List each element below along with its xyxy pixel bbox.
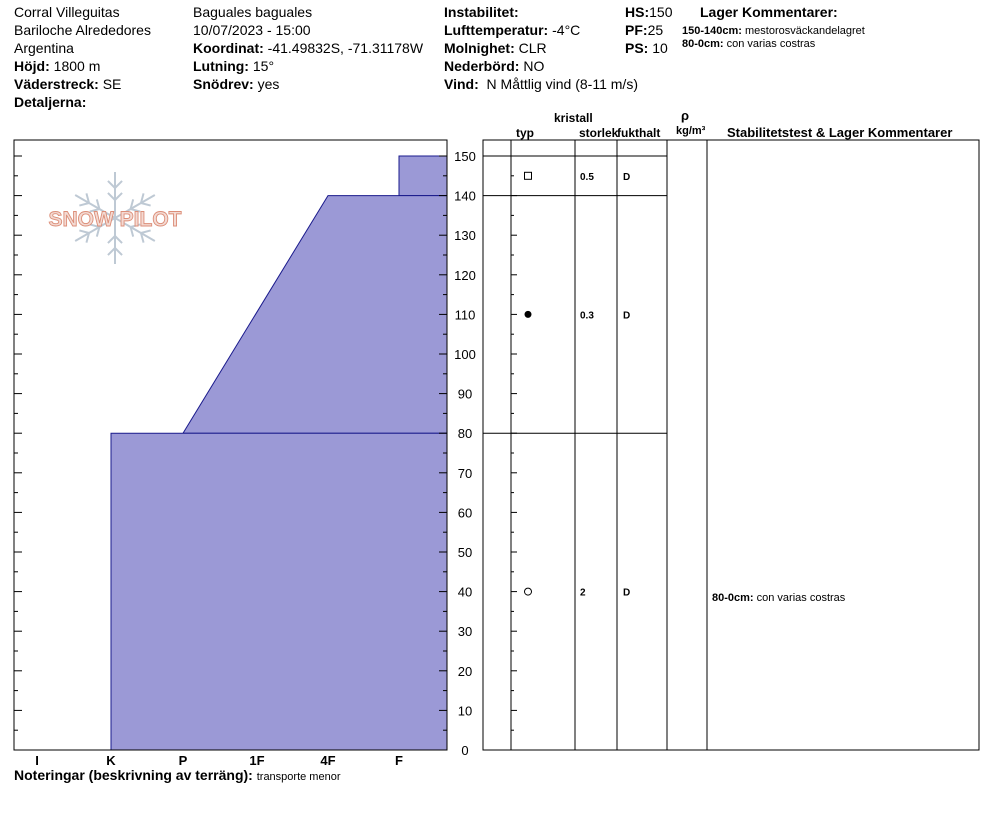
aspect-label: Väderstreck:	[14, 76, 99, 92]
moisture-label: D	[623, 171, 631, 183]
depth-label: 10	[457, 703, 473, 719]
depth-label: 100	[454, 347, 476, 362]
crystal-size-label: 2	[580, 587, 586, 599]
crystal-size-label: 0.5	[580, 171, 594, 183]
terrain-notes-label: Noteringar (beskrivning av terräng):	[14, 767, 253, 783]
hardness-layer-2	[111, 433, 447, 750]
foot-penetration-label: PF:	[625, 22, 648, 38]
air-temp-value: -4°C	[552, 22, 581, 38]
depth-label: 70	[457, 465, 473, 481]
moisture-label: D	[623, 310, 631, 322]
stability-comment	[712, 592, 845, 604]
foot-penetration-value: 25	[647, 22, 664, 38]
ski-penetration-label: PS:	[625, 40, 649, 56]
snowflake-branch	[141, 203, 151, 206]
snow-height-value: 150	[649, 4, 673, 20]
instability-label: Instabilitet:	[444, 4, 519, 20]
hardness-layer-0	[399, 156, 447, 196]
wind-loading-label: Snödrev:	[193, 76, 254, 92]
depth-label: 50	[457, 545, 473, 560]
elevation-value: 1800 m	[53, 58, 101, 74]
depth-label: 0	[461, 743, 469, 758]
coordinates-label: Koordinat:	[193, 40, 264, 56]
sky-cover-label: Molnighet:	[444, 40, 515, 56]
crystal-faceted-icon	[525, 172, 532, 179]
col-size-header: storlek	[579, 126, 619, 140]
depth-label: 60	[457, 505, 473, 521]
layer-table-frame	[483, 140, 979, 750]
slope-value: 15°	[252, 58, 275, 74]
datetime: 10/07/2023 - 15:00	[193, 22, 311, 38]
layer-comment-1-range: 150-140cm:	[682, 25, 742, 37]
snowflake-branch	[108, 181, 115, 188]
snowflake-branch	[79, 203, 89, 206]
layer-comment-2-text: con varias costras	[726, 38, 816, 50]
moisture-label: D	[623, 587, 631, 599]
terrain-notes	[14, 767, 340, 783]
snowflake-branch	[115, 193, 122, 200]
depth-label: 40	[457, 584, 473, 600]
depth-label: 30	[457, 624, 473, 640]
hardness-label: F	[395, 753, 403, 768]
depth-label: 80	[457, 426, 473, 442]
snowpilot-logo	[49, 172, 182, 264]
layer-comment-2-range: 80-0cm:	[682, 38, 724, 50]
stability-comment-range: 80-0cm:	[712, 592, 754, 604]
snow-height-label: HS:	[625, 4, 650, 20]
snowflake-branch	[108, 193, 115, 200]
wind-value: N Måttlig vind (8-11 m/s)	[486, 76, 638, 92]
coordinates-value: -41.49832S, -71.31178W	[267, 40, 424, 56]
depth-label: 150	[454, 149, 476, 164]
hardness-label: K	[106, 753, 116, 768]
aspect-value: SE	[102, 76, 122, 92]
stability-comment-text: con varias costras	[756, 592, 846, 604]
slope-label: Lutning:	[193, 58, 249, 74]
snowflake-branch	[115, 248, 122, 255]
snowflake-branch	[108, 236, 115, 243]
col-moisture-header: fukthalt	[617, 126, 661, 140]
crystal-melt-icon	[525, 588, 532, 595]
col-type-header: typ	[516, 126, 534, 140]
site-name: Baguales baguales	[193, 4, 313, 20]
crystal-size-label: 0.3	[580, 310, 594, 322]
hardness-label: P	[178, 753, 188, 768]
col-crystal-header: kristall	[554, 111, 593, 125]
ski-penetration-value: 10	[652, 40, 668, 56]
hardness-layer-1	[183, 196, 447, 434]
logo-text: SNOW PILOT	[48, 208, 182, 231]
air-temp-label: Lufttemperatur:	[444, 22, 549, 38]
snowflake-branch	[115, 236, 122, 243]
col-density-symbol: ρ	[681, 108, 690, 123]
crystal-rounded-icon	[525, 311, 532, 318]
depth-label: 90	[457, 386, 473, 402]
col-stability-header: Stabilitetstest & Lager Kommentarer	[727, 125, 953, 140]
precipitation-value: NO	[523, 58, 545, 74]
wind-label: Vind:	[444, 76, 479, 92]
depth-label: 110	[454, 307, 476, 323]
snowflake-branch	[108, 248, 115, 255]
layer-comments-title: Lager Kommentarer:	[700, 4, 838, 20]
depth-label: 130	[454, 228, 476, 244]
depth-label: 120	[454, 267, 476, 283]
hardness-label: 4F	[320, 753, 336, 768]
snowflake-branch	[115, 181, 122, 188]
elevation-label: Höjd:	[14, 58, 50, 74]
location-line-3: Argentina	[14, 40, 74, 56]
col-density-unit: kg/m³	[676, 125, 706, 137]
depth-label: 20	[457, 663, 473, 679]
precipitation-label: Nederbörd:	[444, 58, 520, 74]
details-label: Detaljerna:	[14, 94, 87, 110]
terrain-notes-value: transporte menor	[256, 771, 341, 783]
location-line-2: Bariloche Alrededores	[14, 22, 151, 38]
location-line-1: Corral Villeguitas	[14, 4, 120, 20]
layer-comment-1-text: mestorosväckandelagret	[745, 25, 865, 37]
sky-cover-value: CLR	[518, 40, 547, 56]
depth-label: 140	[454, 188, 476, 204]
wind-loading-value: yes	[257, 76, 280, 92]
hardness-label: 1F	[249, 753, 265, 768]
hardness-label: I	[35, 753, 39, 768]
